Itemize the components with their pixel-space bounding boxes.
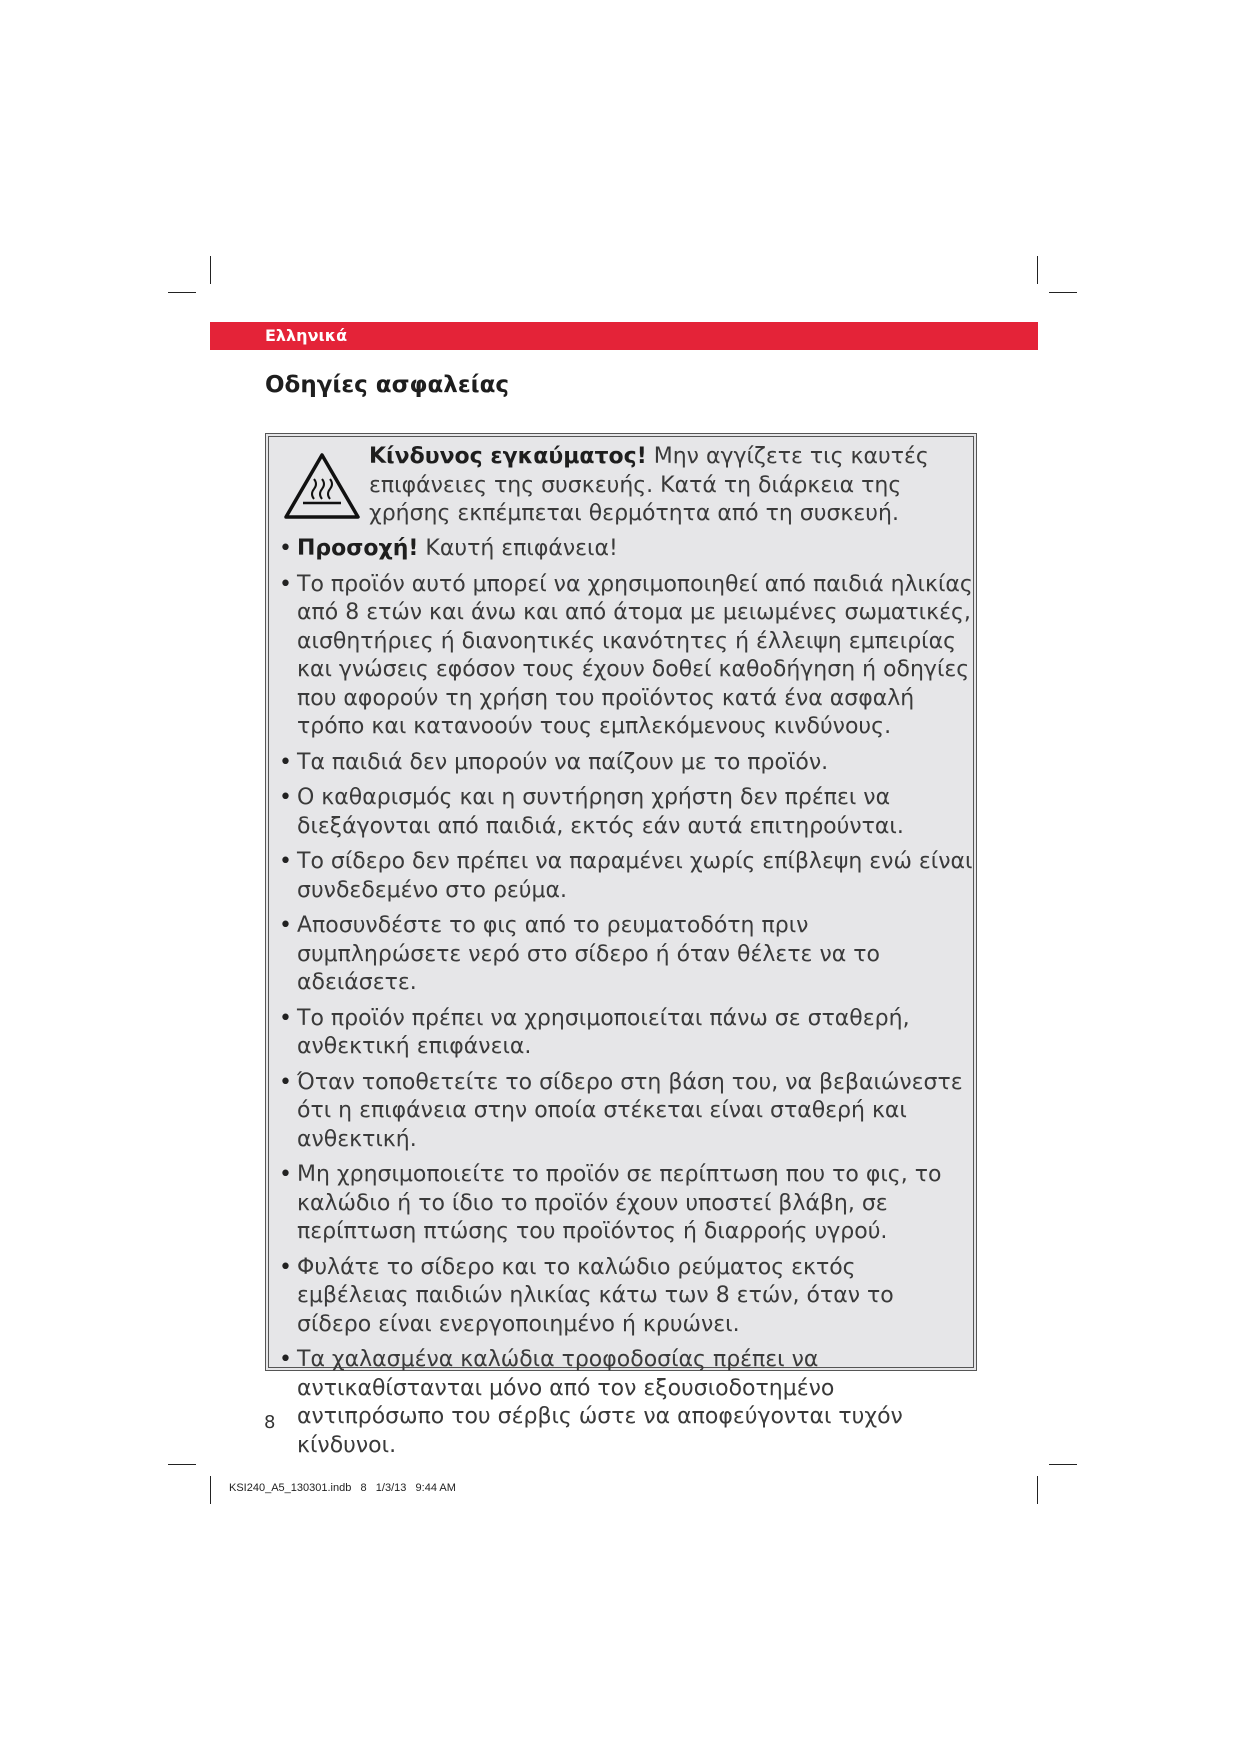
crop-mark bbox=[1049, 292, 1077, 293]
list-item: • Τα παιδιά δεν μπορούν να παίζουν με το προϊόν. bbox=[279, 749, 829, 775]
list-item: • Τα χαλασμένα καλώδια τροφοδοσίας πρέπει να αντικαθίστανται μόνο από τον εξουσιοδοτημένο αντιπρόσωπο του σέρβις ώστε να αποφεύγονται τυχόν κίνδυνοι. bbox=[279, 1347, 903, 1458]
crop-mark bbox=[168, 1464, 196, 1465]
burn-hazard-paragraph bbox=[369, 443, 969, 529]
burn-hazard-text: Μην αγγίζετε τις καυτές επιφάνειες της συσκευής. Κατά τη διάρκεια της χρήσης εκπέμπεται θερμότητα από τη συσκευή. bbox=[369, 444, 929, 526]
crop-mark bbox=[210, 256, 211, 284]
list-item: • Μη χρησιμοποιείτε το προϊόν σε περίπτωση που το φις, το καλώδιο ή το ίδιο το προϊόν έχουν υποστεί βλάβη, σε περίπτωση πτώσης του προϊόντος ή διαρροής υγρού. bbox=[279, 1162, 942, 1244]
list-item: • Φυλάτε το σίδερο και το καλώδιο ρεύματος εκτός εμβέλειας παιδιών ηλικίας κάτω των 8 ετών, όταν το σίδερο είναι ενεργοποιημένο ή κρυώνει. bbox=[279, 1254, 894, 1337]
crop-mark bbox=[1037, 256, 1038, 284]
list-item: • Προσοχή! Καυτή επιφάνεια! bbox=[279, 536, 618, 561]
crop-mark bbox=[168, 292, 196, 293]
list-item: • Αποσυνδέστε το φις από το ρευματοδότη πριν συμπληρώσετε νερό στο σίδερο ή όταν θέλετε να το αδειάσετε. bbox=[279, 913, 880, 995]
language-header-bar bbox=[210, 322, 1038, 350]
section-title: Οδηγίες ασφαλείας bbox=[265, 372, 510, 398]
crop-mark bbox=[1037, 1476, 1038, 1504]
crop-mark bbox=[1049, 1464, 1077, 1465]
burn-hazard-heading: Κίνδυνος εγκαύματος! bbox=[369, 444, 647, 469]
language-label: Ελληνικά bbox=[265, 326, 348, 345]
safety-bullet-list bbox=[279, 535, 974, 1467]
list-item: • Το προϊόν πρέπει να χρησιμοποιείται πάνω σε σταθερή, ανθεκτική επιφάνεια. bbox=[279, 1005, 910, 1059]
crop-mark bbox=[210, 1476, 211, 1504]
page-number: 8 bbox=[264, 1412, 276, 1433]
list-item: • Ο καθαρισμός και η συντήρηση χρήστη δεν πρέπει να διεξάγονται από παιδιά, εκτός εάν αυτά επιτηρούνται. bbox=[279, 785, 904, 839]
list-item: • Το σίδερο δεν πρέπει να παραμένει χωρίς επίβλεψη ενώ είναι συνδεδεμένο στο ρεύμα. bbox=[279, 849, 973, 903]
list-item: • Όταν τοποθετείτε το σίδερο στη βάση του, να βεβαιώνεστε ότι η επιφάνεια στην οποία στέκεται είναι σταθερή και ανθεκτική. bbox=[279, 1069, 963, 1152]
safety-warning-box bbox=[265, 433, 977, 1458]
print-slug: KSI240_A5_130301.indb 8 1/3/13 9:44 AM bbox=[229, 1482, 456, 1494]
hot-surface-warning-icon bbox=[283, 451, 361, 521]
list-item: • Το προϊόν αυτό μπορεί να χρησιμοποιηθεί από παιδιά ηλικίας από 8 ετών και άνω και από άτομα με μειωμένες σωματικές, αισθητήριες ή διανοητικές ικανότητες ή έλλειψη εμπειρίας και γνώσεις εφόσον τους έχουν δοθεί καθοδήγηση ή οδηγίες που αφορούν τη χρήση του προϊόντος κατά ένα ασφαλή τρόπο και κατανοούν τους εμπλεκόμενους κινδύνους. bbox=[279, 571, 973, 739]
